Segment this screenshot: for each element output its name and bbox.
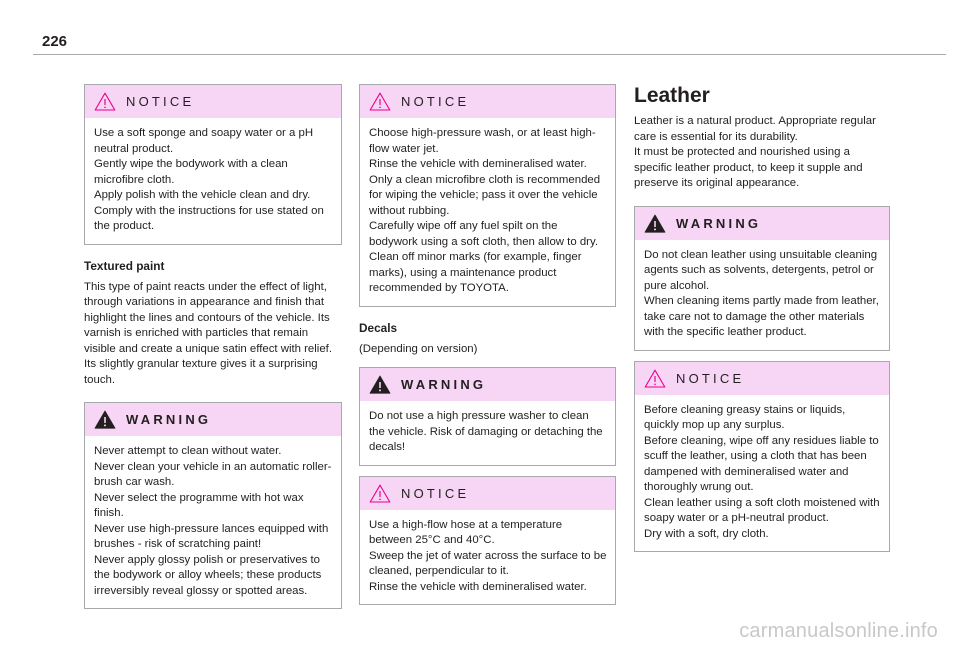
notice-line: Sweep the jet of water across the surface to be cleaned, perpendicular to it. xyxy=(369,549,607,577)
warning-triangle-icon xyxy=(94,410,116,429)
warning-line: When cleaning items partly made from leather, take care not to damage the other materials with the specific leather product. xyxy=(644,295,879,338)
notice-triangle-icon xyxy=(369,92,391,111)
warning-title: WARNING xyxy=(126,412,212,427)
leather-intro-line: Leather is a natural product. Appropriate regular care is essential for its durability. xyxy=(634,115,876,143)
notice-line: Use a high-flow hose at a temperature between 25°C and 40°C. xyxy=(369,518,563,546)
warning-box-washing xyxy=(84,402,342,609)
notice-line: Choose high-pressure wash, or at least high-flow water jet. xyxy=(369,127,596,155)
notice-line: Only a clean microfibre cloth is recommended for wiping the vehicle; pass it over the vehicle without rubbing. xyxy=(369,173,601,217)
warning-box-leather xyxy=(634,206,890,351)
notice-header xyxy=(360,477,615,510)
notice-header xyxy=(635,362,889,395)
leather-intro-line: It must be protected and nourished using a specific leather product, to keep it supple and preserve its original appearance. xyxy=(634,146,863,189)
header-divider xyxy=(33,54,946,55)
decals-text: (Depending on version) xyxy=(359,342,478,355)
warning-line: Do not clean leather using unsuitable cleaning agents such as solvents, detergents, petrol or pure alcohol. xyxy=(644,248,878,292)
notice-body xyxy=(360,118,615,306)
notice-line: Comply with the instructions for use stated on the product. xyxy=(94,204,324,232)
notice-title: NOTICE xyxy=(126,94,195,109)
notice-body xyxy=(635,395,889,552)
warning-header xyxy=(635,207,889,240)
warning-header xyxy=(360,368,615,401)
warning-line: Never apply glossy polish or preservatives to the bodywork or alloy wheels; these products irreversibly reveal glossy or spotted areas. xyxy=(94,553,322,597)
warning-triangle-icon xyxy=(644,214,666,233)
notice-line: Clean leather using a soft cloth moistened with soapy water or a pH-neutral product. xyxy=(644,496,880,524)
notice-box-leather xyxy=(634,361,890,553)
notice-body xyxy=(360,510,615,605)
notice-line: Rinse the vehicle with demineralised water. xyxy=(369,580,587,593)
warning-line: Never use high-pressure lances equipped with brushes - risk of scratching paint! xyxy=(94,522,329,550)
warning-line: Never attempt to clean without water. xyxy=(94,445,282,457)
notice-line: Apply polish with the vehicle clean and dry. xyxy=(94,189,311,201)
notice-line: Rinse the vehicle with demineralised water. xyxy=(369,158,587,170)
warning-body xyxy=(85,436,341,608)
textured-paint-heading: Textured paint xyxy=(84,258,165,273)
notice-header xyxy=(85,85,341,118)
warning-line: Never select the programme with hot wax finish. xyxy=(94,491,304,519)
warning-line: Never clean your vehicle in an automatic roller-brush car wash. xyxy=(94,460,332,488)
page-number: 226 xyxy=(42,33,68,50)
notice-body xyxy=(85,118,341,244)
watermark: carmanualsonline.info xyxy=(739,620,938,642)
notice-triangle-icon xyxy=(369,484,391,503)
notice-box-high-pressure xyxy=(359,84,616,307)
warning-box-decals xyxy=(359,367,616,466)
warning-title: WARNING xyxy=(401,377,487,392)
column-3 xyxy=(634,84,890,562)
notice-line: Use a soft sponge and soapy water or a pH neutral product. xyxy=(94,127,314,155)
warning-body xyxy=(635,240,889,350)
notice-box-hose xyxy=(359,476,616,606)
notice-title: NOTICE xyxy=(401,485,470,501)
textured-paint-text: This type of paint reacts under the effect of light, through variations in appearance and finish that highlight the lines and contours of the vehicle. Its varnish is enriched with particles that remain visible and create a unique satin effect with relief. Its slightly granular texture gives it a surprising touch. xyxy=(84,280,332,386)
warning-body xyxy=(360,401,615,465)
notice-line: Dry with a soft, dry cloth. xyxy=(644,527,769,540)
column-1 xyxy=(84,84,342,619)
notice-line: Before cleaning, wipe off any residues liable to scuff the leather, using a cloth that has been dampened with demineralised water and thoroughly wrung out. xyxy=(644,434,879,493)
notice-triangle-icon xyxy=(644,369,666,388)
column-2 xyxy=(359,84,616,615)
notice-line: Gently wipe the bodywork with a clean microfibre cloth. xyxy=(94,158,288,186)
notice-title: NOTICE xyxy=(401,94,470,109)
notice-line: Before cleaning greasy stains or liquids, quickly mop up any surplus. xyxy=(644,403,846,431)
notice-header xyxy=(360,85,615,118)
leather-title: Leather xyxy=(634,84,710,107)
warning-triangle-icon xyxy=(369,375,391,394)
notice-triangle-icon xyxy=(94,92,116,111)
notice-line: Clean off minor marks (for example, finger marks), using a maintenance product recommended by TOYOTA. xyxy=(369,251,582,294)
warning-header xyxy=(85,403,341,436)
notice-title: NOTICE xyxy=(676,370,745,386)
notice-box-paint-care xyxy=(84,84,342,245)
warning-title: WARNING xyxy=(676,215,762,231)
leather-intro xyxy=(634,114,890,192)
decals-heading: Decals xyxy=(359,320,398,335)
notice-line: Carefully wipe off any fuel spilt on the bodywork using a soft cloth, then allow to dry. xyxy=(369,220,598,248)
warning-line: Do not use a high pressure washer to clean the vehicle. Risk of damaging or detaching the decals! xyxy=(369,410,603,453)
